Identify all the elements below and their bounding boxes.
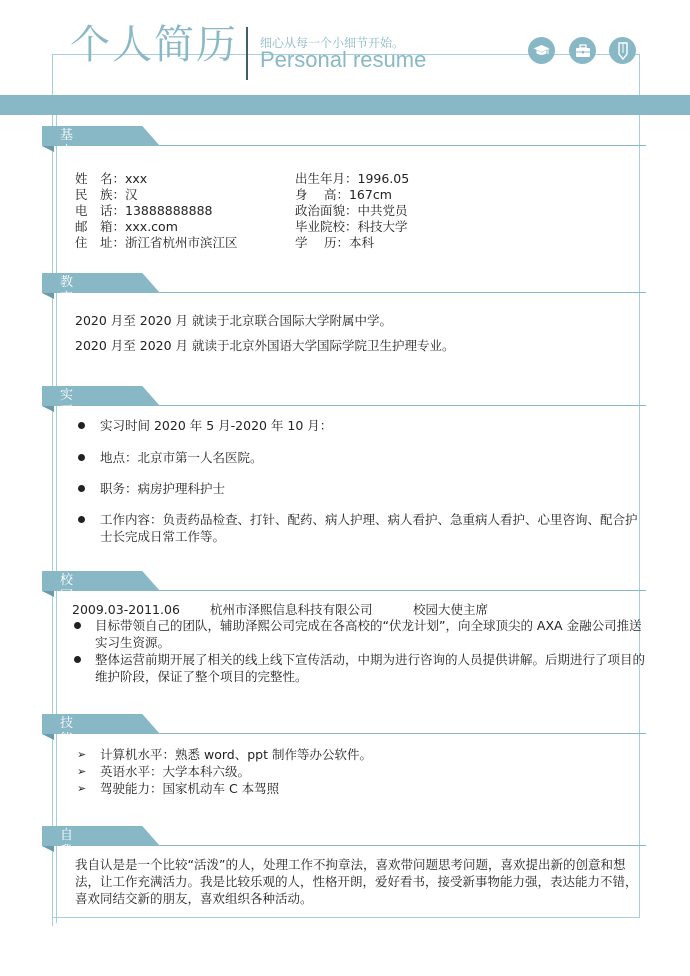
briefcase-icon (569, 37, 596, 64)
section-rule-basic (150, 145, 646, 146)
bullet-icon (78, 516, 85, 523)
pencil-icon (609, 37, 636, 64)
page-title: 个人简历 (70, 22, 238, 68)
arrow-bullet-icon: ➢ (77, 748, 87, 761)
education-item: 2020 月至 2020 月 就读于北京联合国际大学附属中学。 (75, 313, 393, 328)
title-english: Personal resume (260, 47, 427, 72)
section-rule-campus (150, 590, 646, 591)
section-rule-education (150, 292, 646, 293)
skill-item: 计算机水平：熟悉 word、ppt 制作等办公软件。 (100, 747, 372, 762)
info-row-school: 毕业院校：科技大学 (295, 219, 408, 234)
section-title-education: 教育背景 (60, 275, 75, 338)
bullet-icon (74, 656, 81, 663)
bullet-icon (78, 485, 85, 492)
graduation-cap-icon (528, 37, 555, 64)
frame-left-line-inner (56, 115, 57, 923)
section-title-campus: 校园经历 (60, 573, 75, 636)
section-title-internship: 实习经历 (60, 388, 75, 451)
internship-item: 职务：病房护理科护士 (100, 481, 226, 496)
internship-item: 实习时间 2020 年 5 月-2020 年 10 月： (100, 418, 333, 433)
campus-period: 2009.03-2011.06 (72, 602, 180, 617)
arrow-bullet-icon: ➢ (77, 765, 87, 778)
internship-item: 地点：北京市第一人名医院。 (100, 450, 263, 465)
campus-item: 整体运营前期开展了相关的线上线下宣传活动，中期为进行咨询的人员提供讲解。后期进行了项目的维护阶段，保证了整个项目的完整性。 (95, 652, 646, 684)
info-row-address: 住 址：浙江省杭州市滨江区 (75, 235, 238, 250)
bullet-icon (78, 454, 85, 461)
section-title-self: 自我评价 (60, 828, 75, 891)
frame-bottom-line (52, 917, 640, 918)
info-row-ethnicity: 民 族：汉 (75, 187, 138, 202)
info-row-height: 身 高：167cm (295, 187, 392, 202)
header-band (0, 95, 690, 115)
section-rule-self (150, 845, 646, 846)
skill-item: 英语水平：大学本科六级。 (100, 764, 251, 779)
bullet-icon (78, 422, 85, 429)
info-row-degree: 学 历：本科 (295, 235, 374, 250)
info-row-birth: 出生年月：1996.05 (295, 171, 410, 186)
self-evaluation-text: 我自认是是一个比较“活泼”的人，处理工作不拘章法，喜欢带问题思考问题，喜欢提出新的创意和想法，让工作充满活力。我是比较乐观的人，性格开朗，爱好看书，接受新事物能力强，表达能力不错，喜欢同结交新的朋友，喜欢组织各种活动。 (75, 857, 638, 906)
title-divider (246, 27, 248, 80)
title-slogan: 细心从每一个小细节开始。 (260, 36, 405, 50)
section-title-skills: 技能证书 (60, 716, 75, 779)
section-title-basic: 基本信息 (60, 128, 75, 191)
frame-right-line (639, 54, 640, 918)
skill-item: 驾驶能力：国家机动车 C 本驾照 (100, 781, 280, 796)
info-row-phone: 电 话：13888888888 (75, 203, 213, 218)
education-item: 2020 月至 2020 月 就读于北京外国语大学国际学院卫生护理专业。 (75, 338, 455, 353)
internship-item: 工作内容：负责药品检查、打针、配药、病人护理、病人看护、急重病人看护、心里咨询、配合护士长完成日常工作等。 (100, 512, 638, 544)
section-rule-skills (150, 733, 646, 734)
bullet-icon (74, 622, 81, 629)
info-row-political: 政治面貌：中共党员 (295, 203, 408, 218)
arrow-bullet-icon: ➢ (77, 782, 87, 795)
campus-role: 校园大使主席 (413, 602, 489, 617)
info-row-email: 邮 箱：xxx.com (75, 219, 178, 234)
campus-item: 目标带领自己的团队，辅助泽熙公司完成在各高校的“伏龙计划”，向全球顶尖的 AXA 金融公司推送实习生资源。 (95, 618, 642, 650)
campus-company: 杭州市泽熙信息科技有限公司 (210, 602, 373, 617)
info-row-name: 姓 名：xxx (75, 171, 148, 186)
section-rule-internship (150, 405, 646, 406)
frame-left-line-outer (52, 54, 53, 926)
